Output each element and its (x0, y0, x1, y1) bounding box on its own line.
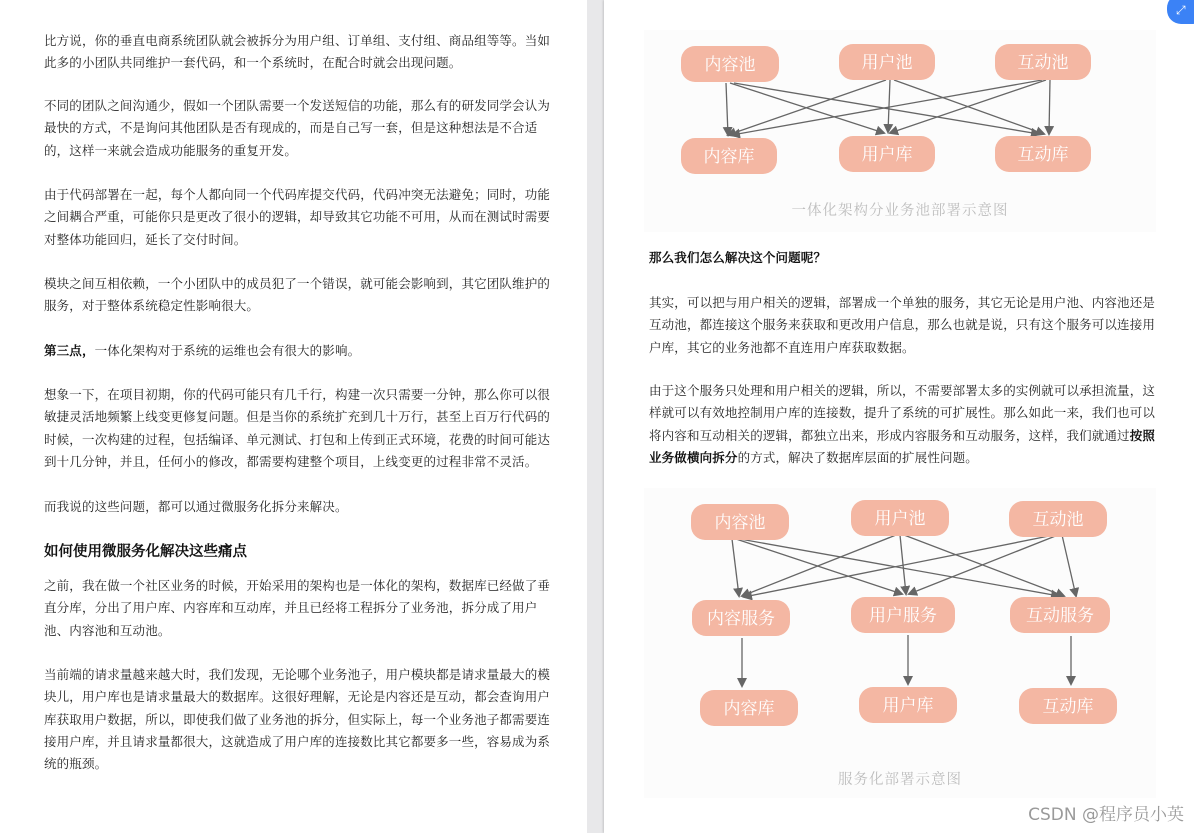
diagram-1-pool-row (681, 44, 1091, 82)
left-paragraph-8: 之前，我在做一个社区业务的时候，开始采用的架构也是一体化的架构，数据库已经做了垂直分库，分出了用户库、内容库和互动库，并且已经将工程拆分了业务池，拆分成了用户池、内容池和互动池。 (44, 578, 551, 638)
left-paragraph-1: 比方说，你的垂直电商系统团队就会被拆分为用户组、订单组、支付组、商品组等等。当如此多的小团队共同维护一套代码，和一个系统时，在配合时就会出现问题。 (44, 33, 551, 71)
db-label: 用户库 (882, 696, 934, 716)
left-page (0, 0, 587, 833)
arrow (744, 535, 1054, 597)
pool-label: 内容池 (714, 513, 766, 533)
deployment-diagram-1 (644, 30, 1156, 205)
pool-label: 内容池 (704, 55, 756, 75)
point-three-label: 第三点， (44, 343, 95, 358)
right-paragraph-2-start: 由于这个服务只处理和用户相关的逻辑，所以，不需要部署太多的实例就可以承担流量，这样就可以有效地控制用户库的连接数，提升了系统的可扩展性。那么如此一来，我们也可以将内容和互动相关的逻辑，都独立出来，形成内容服务和互动服务，这样，我们就通过 (649, 383, 1156, 443)
diagram-1-arrows (726, 80, 1050, 135)
arrow (740, 539, 1059, 596)
pool-label: 互动池 (1017, 53, 1069, 73)
diagram-1-db-row (681, 136, 1091, 174)
arrow (736, 539, 902, 594)
arrow (888, 80, 890, 132)
arrow (890, 80, 1046, 133)
arrow (726, 83, 728, 135)
question-heading: 那么我们怎么解决这个问题呢？ (649, 250, 827, 265)
expand-icon: ⤢ (1176, 3, 1186, 17)
left-paragraph-4: 模块之间互相依赖，一个小团队中的成员犯了一个错误，就可能会影响到，其它团队维护的服务，对于整体系统稳定性影响很大。 (44, 276, 551, 314)
pool-label: 互动池 (1032, 510, 1084, 530)
left-paragraph-5 (44, 340, 550, 362)
right-paragraph-1: 其实，可以把与用户相关的逻辑，部署成一个单独的服务，其它无论是用户池、内容池还是互动池，都连接这个服务来获取和更改用户信息，那么也就是说，只有这个服务可以连接用户库，其它的业务池都不直连用户库获取数据。 (649, 295, 1156, 355)
right-paragraph-2-end: 的方式，解决了数据库层面的扩展性问题。 (737, 449, 978, 465)
left-paragraph-7: 而我说的这些问题，都可以通过微服务化拆分来解决。 (44, 499, 348, 514)
arrow (728, 80, 886, 135)
right-paragraph-2 (649, 380, 1157, 469)
db-label: 内容库 (723, 699, 775, 719)
arrow (1049, 80, 1050, 134)
left-paragraph-2: 不同的团队之间沟通少，假如一个团队需要一个发送短信的功能，那么有的研发同学会认为最快的方式，不是询问其他团队是否有现成的，而是自己写一套，但是这种想法是不合适的，这样一来就会造成功能服务的重复开发。 (44, 98, 551, 158)
section-heading: 如何使用微服务化解决这些痛点 (44, 544, 247, 560)
right-page (604, 0, 1194, 833)
diagram-2-pool-row (691, 500, 1107, 540)
arrow (732, 539, 739, 596)
page-divider (587, 0, 604, 833)
arrow (742, 535, 896, 596)
db-label: 互动库 (1042, 697, 1094, 717)
db-label: 内容库 (703, 147, 755, 167)
service-label: 内容服务 (707, 609, 775, 629)
arrow (1062, 535, 1076, 596)
diagram-1-caption: 一体化架构分业务池部署示意图 (791, 203, 1009, 219)
service-label: 互动服务 (1026, 606, 1094, 626)
diagram-2-caption: 服务化部署示意图 (838, 772, 962, 788)
db-label: 用户库 (861, 145, 913, 165)
floating-tool-button[interactable] (1167, 0, 1194, 24)
pool-label: 用户池 (861, 53, 913, 73)
left-paragraph-6: 想象一下，在项目初期，你的代码可能只有几千行，构建一次只需要一分钟，那么你可以很敏捷灵活地频繁上线变更修复问题。但是当你的系统扩充到几十万行，甚至上百万行代码的时候，一次构建的过程，包括编译、单元测试、打包和上传到正式环境，花费的时间可能达到十几分钟，并且，任何小的修改，都需要构建整个项目，上线变更的过程非常不灵活。 (44, 387, 551, 469)
diagram-2-db-row (700, 687, 1117, 726)
diagram-2-service-row (692, 597, 1110, 636)
horizontal-split-emphasis: 按照业务做横向拆分 (649, 427, 1156, 465)
db-label: 互动库 (1017, 145, 1069, 165)
left-paragraph-9: 当前端的请求量越来越大时，我们发现，无论哪个业务池子，用户模块都是请求量最大的模块儿，用户库也是请求量最大的数据库。这很好理解，无论是内容还是互动，都会查询用户库获取用户数据，所以，即使我们做了业务池的拆分，但实际上，每一个业务池子都需要连接用户库，并且请求量都很大，这就造成了用户库的连接数比其它都要多一些，容易成为系统的瓶颈。 (44, 667, 551, 772)
left-paragraph-3: 由于代码部署在一起，每个人都向同一个代码库提交代码，代码冲突无法避免；同时，功能之间耦合严重，可能你只是更改了很小的逻辑，却导致其它功能不可用，从而在测试时需要对整体功能回归，延长了交付时间。 (44, 187, 551, 247)
csdn-watermark: CSDN @程序员小英 (1028, 805, 1184, 825)
pool-label: 用户池 (874, 509, 926, 529)
deployment-diagram-2 (644, 488, 1156, 738)
service-label: 用户服务 (869, 606, 937, 626)
point-three-text: 一体化架构对于系统的运维也会有很大的影响。 (94, 343, 361, 358)
